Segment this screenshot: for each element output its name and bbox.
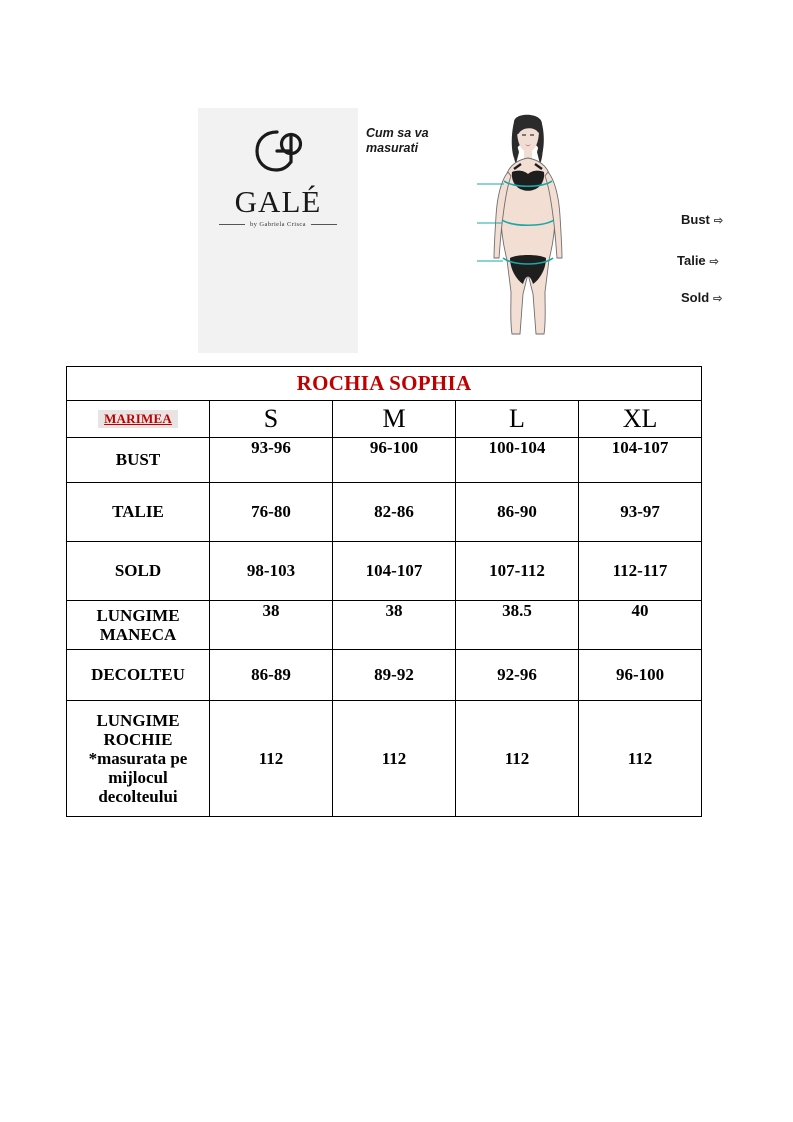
size-table-wrap (66, 366, 701, 817)
header-size-s: S (210, 401, 333, 438)
rule-right (311, 224, 337, 225)
cell-lungime-rochie-s: 112 (210, 701, 333, 817)
arrow-right-icon: ⇨ (713, 215, 724, 227)
cell-talie-l: 86-90 (456, 483, 579, 542)
table-row (67, 650, 702, 701)
rule-left (219, 224, 245, 225)
cell-decolteu-s: 86-89 (210, 650, 333, 701)
arrow-right-icon: ⇨ (709, 256, 719, 268)
size-table (66, 366, 702, 817)
cell-sold-s: 98-103 (210, 542, 333, 601)
table-title-row (67, 367, 702, 401)
cell-lungime-rochie-xl: 112 (579, 701, 702, 817)
label-bust: Bust ⇨ (681, 212, 724, 227)
cell-bust-s: 93-96 (210, 438, 333, 483)
cell-bust-m: 96-100 (333, 438, 456, 483)
cell-lungime-rochie-l: 112 (456, 701, 579, 817)
cell-talie-m: 82-86 (333, 483, 456, 542)
cell-sold-l: 107-112 (456, 542, 579, 601)
brand-subtitle: by Gabriela Crisca (250, 221, 306, 228)
cell-decolteu-m: 89-92 (333, 650, 456, 701)
table-header-row (67, 401, 702, 438)
header-marimea: MARIMEA (67, 401, 210, 438)
cell-lungime-maneca-xl: 40 (579, 601, 702, 650)
header-block (198, 108, 724, 353)
header-size-l: L (456, 401, 579, 438)
table-row (67, 438, 702, 483)
table-row (67, 601, 702, 650)
table-row (67, 542, 702, 601)
howto-measure-text: Cum sa va masurati (366, 126, 429, 155)
cell-decolteu-l: 92-96 (456, 650, 579, 701)
cell-bust-xl: 104-107 (579, 438, 702, 483)
cell-bust-l: 100-104 (456, 438, 579, 483)
brand-name: GALÉ (234, 184, 322, 219)
row-label-bust: BUST (67, 438, 210, 483)
cell-lungime-maneca-l: 38.5 (456, 601, 579, 650)
cell-sold-m: 104-107 (333, 542, 456, 601)
label-talie: Talie ⇨ (677, 253, 719, 268)
cell-lungime-maneca-s: 38 (210, 601, 333, 650)
header-size-m: M (333, 401, 456, 438)
brand-logo-box (198, 108, 358, 353)
table-row (67, 701, 702, 817)
cell-sold-xl: 112-117 (579, 542, 702, 601)
cell-talie-s: 76-80 (210, 483, 333, 542)
header-size-xl: XL (579, 401, 702, 438)
table-row (67, 483, 702, 542)
table-title: ROCHIA SOPHIA (67, 367, 702, 401)
row-label-lungime-rochie: LUNGIME ROCHIE *masurata pe mijlocul decolteului (67, 701, 210, 817)
row-label-talie: TALIE (67, 483, 210, 542)
label-sold: Sold ⇨ (681, 290, 723, 305)
row-label-decolteu: DECOLTEU (67, 650, 210, 701)
brand-subtitle-wrap (219, 221, 337, 228)
cell-decolteu-xl: 96-100 (579, 650, 702, 701)
row-label-lungime-maneca: LUNGIME MANECA (67, 601, 210, 650)
arrow-right-icon: ⇨ (713, 293, 723, 305)
gale-monogram-icon (247, 126, 309, 182)
measurement-figure (453, 108, 724, 353)
cell-talie-xl: 93-97 (579, 483, 702, 542)
cell-lungime-rochie-m: 112 (333, 701, 456, 817)
row-label-sold: SOLD (67, 542, 210, 601)
cell-lungime-maneca-m: 38 (333, 601, 456, 650)
